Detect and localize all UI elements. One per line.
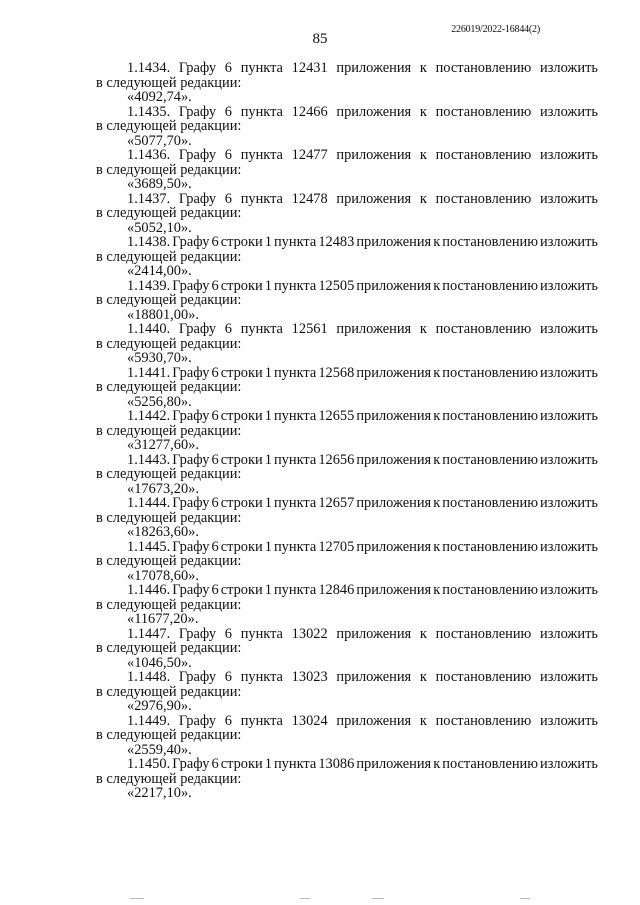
- item-word: 12568: [318, 364, 355, 381]
- item-word: к: [433, 408, 441, 424]
- item-word: Графу: [172, 756, 210, 772]
- item-word: Графу: [178, 147, 217, 163]
- amendment-item: [96, 366, 598, 410]
- item-word: Графу: [178, 625, 217, 642]
- item-word: Графу: [178, 669, 217, 685]
- item-word: 1: [264, 408, 272, 424]
- amendment-second-line: в следующей редакции:: [96, 770, 242, 787]
- amendment-first-line: [96, 322, 598, 337]
- item-word: Графу: [172, 408, 210, 424]
- amendment-first-line: [96, 757, 598, 772]
- amendment-first-line: [96, 714, 598, 729]
- amendment-item: [96, 583, 598, 627]
- item-word: приложения: [356, 451, 432, 468]
- item-word: 12431: [291, 60, 328, 76]
- item-word: Графу: [172, 234, 210, 250]
- item-word: к: [433, 756, 441, 772]
- item-word: изложить: [540, 147, 598, 163]
- item-word: постановлению: [435, 625, 532, 642]
- amendment-first-line: [96, 409, 598, 424]
- item-word: постановлению: [442, 234, 538, 250]
- item-word: 1: [264, 495, 272, 511]
- item-word: 13023: [291, 669, 328, 685]
- amendment-second-line: в следующей редакции:: [96, 466, 242, 482]
- item-word: изложить: [540, 756, 598, 772]
- item-number: 1.1447.: [127, 625, 171, 642]
- item-word: пункта: [273, 582, 317, 598]
- item-word: Графу: [178, 321, 217, 337]
- item-word: 6: [224, 147, 232, 163]
- item-word: к: [419, 103, 427, 120]
- item-word: к: [433, 451, 441, 468]
- item-word: Графу: [172, 538, 210, 555]
- item-word: 1: [264, 582, 272, 598]
- item-word: изложить: [540, 712, 598, 729]
- item-word: Графу: [172, 495, 210, 511]
- item-word: Графу: [172, 451, 210, 468]
- item-word: приложения: [336, 712, 412, 729]
- amendment-item: [96, 279, 598, 323]
- amendment-second-line: в следующей редакции:: [96, 74, 242, 91]
- item-word: строки: [220, 277, 263, 294]
- item-word: 6: [224, 321, 232, 337]
- item-word: 6: [211, 364, 219, 381]
- item-word: пункта: [273, 408, 317, 424]
- item-word: 6: [211, 495, 219, 511]
- item-word: 13086: [318, 756, 355, 772]
- item-word: к: [433, 538, 441, 555]
- amendment-item: [96, 496, 598, 540]
- item-word: постановлению: [435, 103, 532, 120]
- amendment-first-line: [96, 235, 598, 250]
- item-word: Графу: [172, 277, 210, 294]
- amendment-value: «5077,70».: [127, 132, 192, 149]
- item-word: изложить: [540, 538, 598, 555]
- amendment-value: «1046,50».: [127, 654, 192, 671]
- amendment-value: «5930,70».: [127, 350, 192, 366]
- item-word: пункта: [273, 364, 317, 381]
- item-word: пункта: [273, 538, 317, 555]
- item-word: постановлению: [442, 538, 538, 555]
- item-word: постановлению: [442, 408, 538, 424]
- item-word: 12656: [318, 451, 355, 468]
- item-word: строки: [220, 495, 263, 511]
- amendment-item: [96, 235, 598, 279]
- item-word: 6: [211, 277, 219, 294]
- amendment-item: [96, 148, 598, 192]
- item-word: приложения: [356, 408, 432, 424]
- item-number: 1.1446.: [127, 582, 171, 598]
- item-word: 6: [224, 625, 232, 642]
- item-word: 6: [211, 234, 219, 250]
- amendment-second-line: в следующей редакции:: [96, 205, 242, 221]
- item-word: пункта: [240, 321, 283, 337]
- item-word: пункта: [240, 190, 283, 207]
- item-word: пункта: [240, 712, 283, 729]
- item-number: 1.1435.: [127, 103, 171, 120]
- item-word: 12483: [318, 234, 355, 250]
- item-word: изложить: [540, 408, 598, 424]
- item-word: 12655: [318, 408, 355, 424]
- item-word: приложения: [356, 582, 432, 598]
- amendment-second-line: в следующей редакции:: [96, 335, 242, 352]
- item-word: пункта: [273, 234, 317, 250]
- item-word: 6: [224, 60, 232, 76]
- item-word: Графу: [178, 103, 217, 120]
- item-word: строки: [220, 582, 263, 598]
- item-number: 1.1443.: [127, 451, 171, 468]
- amendment-second-line: в следующей редакции:: [96, 640, 242, 656]
- amendment-first-line: [96, 279, 598, 294]
- item-word: постановлению: [435, 321, 532, 337]
- item-word: 6: [224, 669, 232, 685]
- amendment-first-line: [96, 453, 598, 468]
- item-word: приложения: [356, 364, 432, 381]
- amendment-value: «2414,00».: [127, 263, 192, 279]
- amendment-second-line: в следующей редакции:: [96, 727, 242, 743]
- item-word: изложить: [540, 103, 598, 120]
- amendment-first-line: [96, 670, 598, 685]
- item-word: к: [433, 364, 441, 381]
- item-number: 1.1449.: [127, 712, 171, 729]
- page-number: 85: [312, 31, 328, 47]
- item-word: пункта: [273, 495, 317, 511]
- item-word: 1: [264, 451, 272, 468]
- item-word: Графу: [178, 712, 217, 729]
- item-word: 12561: [291, 321, 328, 337]
- item-word: 6: [224, 712, 232, 729]
- amendment-first-line: [96, 627, 598, 642]
- item-word: приложения: [336, 147, 412, 163]
- item-word: постановлению: [435, 60, 532, 76]
- scan-edge-marks: [0, 896, 640, 905]
- item-number: 1.1442.: [127, 408, 171, 424]
- amendment-value: «17673,20».: [127, 480, 199, 497]
- item-word: 1: [264, 234, 272, 250]
- item-word: строки: [220, 451, 263, 468]
- amendment-second-line: в следующей редакции:: [96, 379, 242, 395]
- item-word: приложения: [336, 190, 412, 207]
- item-word: приложения: [336, 103, 412, 120]
- amendment-value: «18801,00».: [127, 306, 199, 323]
- item-word: Графу: [172, 582, 210, 598]
- amendment-value: «31277,60».: [127, 437, 199, 453]
- item-word: изложить: [540, 277, 598, 294]
- item-word: изложить: [540, 321, 598, 337]
- item-word: 1: [264, 538, 272, 555]
- amendment-item: [96, 540, 598, 584]
- item-number: 1.1436.: [127, 147, 171, 163]
- amendment-first-line: [96, 192, 598, 207]
- amendment-first-line: [96, 105, 598, 120]
- item-word: 12477: [291, 147, 328, 163]
- item-word: пункта: [273, 277, 317, 294]
- amendment-first-line: [96, 61, 598, 76]
- item-word: строки: [220, 756, 263, 772]
- item-word: к: [419, 712, 427, 729]
- item-word: 12846: [318, 582, 355, 598]
- item-number: 1.1437.: [127, 190, 171, 207]
- item-word: 6: [211, 538, 219, 555]
- amendment-second-line: в следующей редакции:: [96, 118, 242, 134]
- item-word: изложить: [540, 495, 598, 511]
- item-word: 12478: [291, 190, 328, 207]
- item-word: Графу: [178, 60, 217, 76]
- item-word: постановлению: [442, 756, 538, 772]
- item-word: изложить: [540, 669, 598, 685]
- amendment-first-line: [96, 148, 598, 163]
- item-word: 6: [224, 103, 232, 120]
- item-word: Графу: [178, 190, 217, 207]
- item-word: постановлению: [435, 190, 532, 207]
- item-word: приложения: [336, 321, 412, 337]
- item-word: пункта: [240, 625, 283, 642]
- amendment-first-line: [96, 496, 598, 511]
- item-word: к: [419, 625, 427, 642]
- amendment-second-line: в следующей редакции:: [96, 509, 242, 526]
- item-number: 1.1434.: [127, 60, 171, 76]
- item-word: приложения: [356, 756, 432, 772]
- amendment-value: «5256,80».: [127, 393, 192, 410]
- item-word: 6: [211, 451, 219, 468]
- item-word: 6: [224, 190, 232, 207]
- amendment-item: [96, 714, 598, 758]
- item-word: изложить: [540, 234, 598, 250]
- item-number: 1.1438.: [127, 234, 171, 250]
- item-word: изложить: [540, 60, 598, 76]
- item-word: пункта: [273, 451, 317, 468]
- item-word: приложения: [336, 60, 412, 76]
- item-word: к: [419, 60, 427, 76]
- item-word: пункта: [240, 103, 283, 120]
- amendment-value: «2976,90».: [127, 698, 192, 714]
- item-word: 12705: [318, 538, 355, 555]
- amendment-item: [96, 105, 598, 149]
- item-word: приложения: [356, 538, 432, 555]
- amendment-second-line: в следующей редакции:: [96, 683, 242, 700]
- item-word: к: [419, 321, 427, 337]
- item-word: постановлению: [442, 451, 538, 468]
- amendment-value: «2559,40».: [127, 741, 192, 758]
- item-word: к: [433, 582, 441, 598]
- amendment-value: «5052,10».: [127, 219, 192, 236]
- item-number: 1.1444.: [127, 495, 171, 511]
- item-word: строки: [220, 234, 263, 250]
- item-word: приложения: [336, 625, 412, 642]
- item-word: 12505: [318, 277, 355, 294]
- item-word: постановлению: [442, 582, 538, 598]
- document-id: 226019/2022-16844(2): [451, 24, 540, 35]
- item-number: 1.1450.: [127, 756, 171, 772]
- item-word: постановлению: [442, 277, 538, 294]
- amendment-second-line: в следующей редакции:: [96, 422, 242, 439]
- amendment-value: «11677,20».: [127, 611, 199, 627]
- item-word: изложить: [540, 190, 598, 207]
- item-word: пункта: [240, 669, 283, 685]
- item-word: изложить: [540, 364, 598, 381]
- item-word: 6: [211, 582, 219, 598]
- item-word: 13022: [291, 625, 328, 642]
- amendment-second-line: в следующей редакции:: [96, 161, 242, 178]
- item-word: приложения: [336, 669, 412, 685]
- amendment-second-line: в следующей редакции:: [96, 553, 242, 569]
- amendment-second-line: в следующей редакции:: [96, 596, 242, 613]
- item-word: 12466: [291, 103, 328, 120]
- amendment-value: «2217,10».: [127, 785, 192, 801]
- item-word: к: [433, 495, 441, 511]
- item-word: к: [433, 277, 441, 294]
- item-word: приложения: [356, 495, 432, 511]
- item-word: 6: [211, 756, 219, 772]
- item-word: постановлению: [442, 495, 538, 511]
- amendment-item: [96, 192, 598, 236]
- item-word: 1: [264, 364, 272, 381]
- amendment-second-line: в следующей редакции:: [96, 248, 242, 265]
- item-number: 1.1441.: [127, 364, 171, 381]
- item-word: строки: [220, 408, 263, 424]
- item-number: 1.1445.: [127, 538, 171, 555]
- amendment-item: [96, 670, 598, 714]
- item-word: пункта: [240, 60, 283, 76]
- item-word: изложить: [540, 582, 598, 598]
- item-word: строки: [220, 538, 263, 555]
- amendment-value: «4092,74».: [127, 89, 192, 105]
- item-number: 1.1439.: [127, 277, 171, 294]
- item-word: пункта: [273, 756, 317, 772]
- item-word: изложить: [540, 625, 598, 642]
- item-word: к: [433, 234, 441, 250]
- amendment-item: [96, 61, 598, 105]
- item-word: 6: [211, 408, 219, 424]
- item-word: строки: [220, 364, 263, 381]
- item-word: постановлению: [435, 147, 532, 163]
- item-number: 1.1440.: [127, 321, 171, 337]
- amendment-value: «18263,60».: [127, 524, 199, 540]
- item-number: 1.1448.: [127, 669, 171, 685]
- item-word: пункта: [240, 147, 283, 163]
- amendment-item: [96, 453, 598, 497]
- item-word: постановлению: [442, 364, 538, 381]
- amendment-first-line: [96, 366, 598, 381]
- amendment-second-line: в следующей редакции:: [96, 292, 242, 308]
- amendment-item: [96, 322, 598, 366]
- item-word: 1: [264, 756, 272, 772]
- item-word: приложения: [356, 277, 432, 294]
- item-word: к: [419, 669, 427, 685]
- amendment-item: [96, 409, 598, 453]
- item-word: к: [419, 190, 427, 207]
- amendment-value: «3689,50».: [127, 176, 192, 192]
- item-word: к: [419, 147, 427, 163]
- item-word: Графу: [172, 364, 210, 381]
- item-word: постановлению: [435, 712, 532, 729]
- item-word: постановлению: [435, 669, 532, 685]
- amendment-first-line: [96, 540, 598, 555]
- item-word: приложения: [356, 234, 432, 250]
- amendment-item: [96, 757, 598, 801]
- item-word: 1: [264, 277, 272, 294]
- item-word: 12657: [318, 495, 355, 511]
- amendment-item: [96, 627, 598, 671]
- amendment-value: «17078,60».: [127, 567, 199, 584]
- item-word: изложить: [540, 451, 598, 468]
- item-word: 13024: [291, 712, 328, 729]
- document-body: [96, 61, 598, 801]
- amendment-first-line: [96, 583, 598, 598]
